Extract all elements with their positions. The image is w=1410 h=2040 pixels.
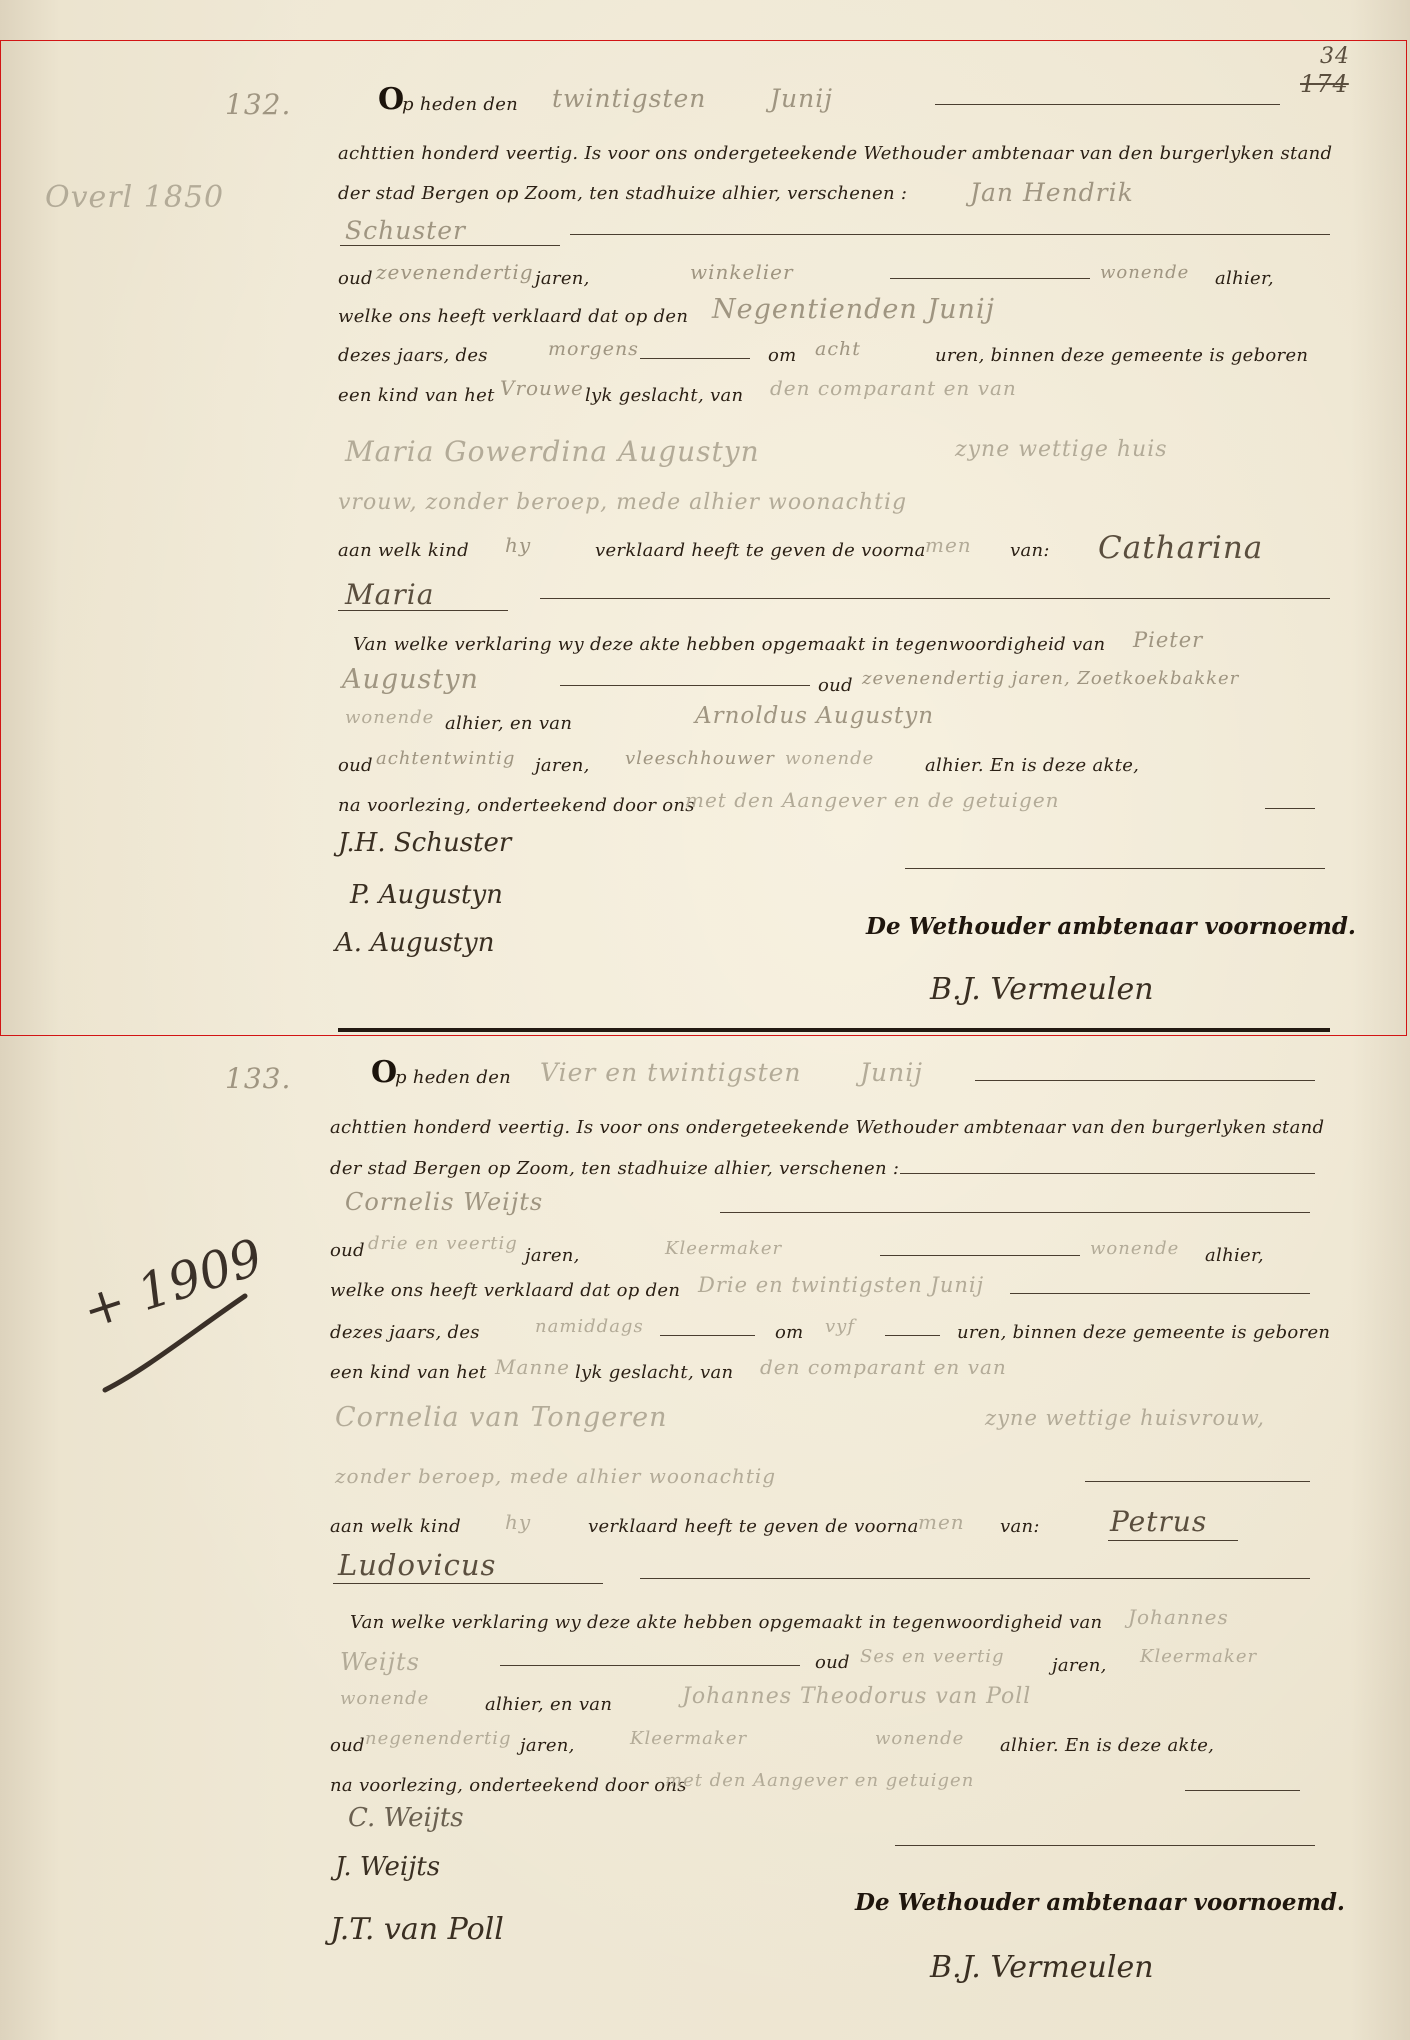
time-of-day: namiddags <box>535 1316 644 1337</box>
fill-line <box>660 1335 755 1336</box>
declarant-wonende: wonende <box>1090 1238 1180 1259</box>
witness2-wonende: wonende <box>875 1728 965 1749</box>
label-welke: welke ons heeft verklaard dat op den <box>330 1280 681 1301</box>
signature-witness-1: P. Augustyn <box>350 880 503 910</box>
witness1-first: Johannes <box>1128 1605 1229 1629</box>
witness1-occupation: Kleermaker <box>1140 1646 1258 1667</box>
label-dezes: dezes jaars, des <box>330 1322 480 1343</box>
mother-suffix: zyne wettige huis <box>955 437 1168 462</box>
fill-line <box>880 1255 1080 1256</box>
birth-date: Drie en twintigsten Junij <box>698 1273 985 1297</box>
declarant-last: Schuster <box>345 216 466 245</box>
parent-phrase: den comparant en van <box>760 1355 1007 1379</box>
label-jaren: jaren, <box>525 1245 580 1266</box>
closing-official: De Wethouder ambtenaar voornoemd. <box>855 1889 1345 1916</box>
witness2-occupation: Kleermaker <box>630 1728 748 1749</box>
time-of-day: morgens <box>548 338 639 360</box>
margin-note: + 1909 <box>75 1227 270 1341</box>
label-jaren: jaren, <box>520 1735 575 1756</box>
witness1-wonende: wonende <box>340 1688 430 1709</box>
margin-stroke <box>95 1290 255 1410</box>
op-heden: p heden den <box>402 94 519 115</box>
label-alhier: alhier, <box>1205 1245 1264 1266</box>
declarant-occupation: Kleermaker <box>665 1238 783 1259</box>
label-oud: oud <box>338 268 373 289</box>
label-oud: oud <box>330 1735 365 1756</box>
signature-witness-2: A. Augustyn <box>335 928 495 958</box>
label-alhier: alhier, <box>1215 268 1274 289</box>
underline <box>338 610 508 611</box>
witness1-last: Augustyn <box>342 664 479 695</box>
closing-official: De Wethouder ambtenaar voornoemd. <box>866 913 1356 940</box>
witness1-age-occupation: zevenendertig jaren, Zoetkoekbakker <box>862 668 1240 689</box>
signature-line <box>905 868 1325 869</box>
mother-line-2: zonder beroep, mede alhier woonachtig <box>335 1464 777 1488</box>
label-lyk: lyk geslacht, van <box>575 1362 734 1383</box>
voornamen-suffix: men <box>918 1510 965 1534</box>
label-kind-van: een kind van het <box>338 385 495 406</box>
label-uren: uren, binnen deze gemeente is geboren <box>957 1322 1331 1343</box>
margin-note: Overl 1850 <box>45 180 225 215</box>
fill-line <box>500 1665 800 1666</box>
label-van: van: <box>1010 540 1050 561</box>
fill-line <box>540 598 1330 599</box>
signature-declarant: C. Weijts <box>348 1803 464 1833</box>
pronoun: hy <box>505 1510 532 1534</box>
label-dezes: dezes jaars, des <box>338 345 488 366</box>
fill-line <box>1265 808 1315 809</box>
signed-with: met den Aangever en getuigen <box>665 1770 975 1791</box>
signature-witness-2: J.T. van Poll <box>330 1912 504 1947</box>
label-alhier-akte: alhier. En is deze akte, <box>925 755 1140 776</box>
mother-name: Maria Gowerdina Augustyn <box>345 435 760 468</box>
declarant-age: drie en veertig <box>368 1233 518 1254</box>
label-lyk: lyk geslacht, van <box>585 385 744 406</box>
record-divider <box>338 1028 1330 1032</box>
fill-line <box>975 1080 1315 1081</box>
label-en-van: alhier, en van <box>485 1694 613 1715</box>
label-verklaard: verklaard heeft te geven de voorna <box>588 1516 919 1537</box>
label-jaren: jaren, <box>1052 1655 1107 1676</box>
page-number: 34 <box>1320 44 1350 69</box>
signature-official: B.J. Vermeulen <box>930 972 1154 1007</box>
underline <box>1108 1540 1238 1541</box>
fill-line <box>640 358 750 359</box>
witness1-wonende: wonende <box>345 707 435 728</box>
date-month: Junij <box>770 84 833 113</box>
witness2-age: achtentwintig <box>376 748 516 769</box>
fill-line <box>1085 1481 1310 1482</box>
label-na-voorlezing: na voorlezing, onderteekend door ons <box>330 1775 687 1796</box>
declarant-name: Cornelis Weijts <box>345 1188 544 1216</box>
underline <box>340 245 560 246</box>
child-first-name: Catharina <box>1098 530 1264 566</box>
record-number: 133. <box>225 1062 292 1095</box>
form-line-3: der stad Bergen op Zoom, ten stadhuize alhier, verschenen : <box>338 183 908 204</box>
fill-line <box>720 1212 1310 1213</box>
fill-line <box>560 685 810 686</box>
witness2-occupation: vleeschhouwer <box>625 748 775 769</box>
witness2-name: Johannes Theodorus van Poll <box>682 1684 1032 1709</box>
fill-line <box>900 1173 1315 1174</box>
signature-declarant: J.H. Schuster <box>338 828 512 858</box>
initial-o: O <box>378 82 405 117</box>
pronoun: hy <box>505 533 532 557</box>
date-month: Junij <box>860 1058 923 1087</box>
declarant-occupation: winkelier <box>690 260 794 284</box>
fill-line <box>570 234 1330 235</box>
child-second-name: Maria <box>345 578 435 611</box>
witness2-name: Arnoldus Augustyn <box>695 703 935 729</box>
label-oud: oud <box>815 1652 850 1673</box>
label-kind-van: een kind van het <box>330 1362 487 1383</box>
birth-date: Negentienden Junij <box>712 294 995 325</box>
child-sex: Vrouwe <box>500 376 584 400</box>
child-second-name: Ludovicus <box>338 1548 497 1582</box>
fill-line <box>640 1578 1310 1579</box>
op-heden: p heden den <box>395 1067 512 1088</box>
form-line-2: achttien honderd veertig. Is voor ons ondergeteekende Wethouder ambtenaar van den burgerlyken stand <box>330 1117 1325 1138</box>
child-sex: Manne <box>495 1355 570 1379</box>
label-jaren: jaren, <box>535 755 590 776</box>
mother-suffix: zyne wettige huisvrouw, <box>985 1406 1265 1430</box>
signature-official: B.J. Vermeulen <box>930 1950 1154 1985</box>
page-number-struck: 174 <box>1300 70 1349 98</box>
underline <box>333 1583 603 1584</box>
initial-o: O <box>371 1055 398 1090</box>
fill-line <box>885 1335 940 1336</box>
label-aan-welk: aan welk kind <box>338 540 469 561</box>
label-van-welke: Van welke verklaring wy deze akte hebben opgemaakt in tegenwoordigheid van <box>353 634 1106 655</box>
declarant-age: zevenendertig <box>376 260 534 284</box>
label-welke: welke ons heeft verklaard dat op den <box>338 306 689 327</box>
date-day: twintigsten <box>552 84 707 113</box>
fill-line <box>890 278 1090 279</box>
form-line-2: achttien honderd veertig. Is voor ons ondergeteekende Wethouder ambtenaar van den burgerlyken stand <box>338 143 1333 164</box>
label-verklaard: verklaard heeft te geven de voorna <box>595 540 926 561</box>
witness1-first: Pieter <box>1133 628 1204 652</box>
child-first-name: Petrus <box>1110 1505 1208 1538</box>
label-oud: oud <box>818 675 853 696</box>
label-om: om <box>775 1322 804 1343</box>
witness1-last: Weijts <box>340 1648 420 1676</box>
label-oud: oud <box>330 1240 365 1261</box>
fill-line <box>1010 1293 1310 1294</box>
witness2-wonende: wonende <box>785 748 875 769</box>
parent-phrase: den comparant en van <box>770 376 1017 400</box>
form-line-3: der stad Bergen op Zoom, ten stadhuize alhier, verschenen : <box>330 1158 900 1179</box>
label-jaren: jaren, <box>535 268 590 289</box>
label-van-welke: Van welke verklaring wy deze akte hebben opgemaakt in tegenwoordigheid van <box>350 1612 1103 1633</box>
birth-hour: vyf <box>825 1316 855 1337</box>
label-om: om <box>768 345 797 366</box>
fill-line <box>935 104 1280 105</box>
fill-line <box>1185 1790 1300 1791</box>
label-oud: oud <box>338 755 373 776</box>
label-van: van: <box>1000 1516 1040 1537</box>
signed-with: met den Aangever en de getuigen <box>685 788 1060 812</box>
declarant-wonende: wonende <box>1100 262 1190 283</box>
label-en-van: alhier, en van <box>445 713 573 734</box>
label-uren: uren, binnen deze gemeente is geboren <box>935 345 1309 366</box>
date-day: Vier en twintigsten <box>540 1058 802 1087</box>
declarant-first: Jan Hendrik <box>970 178 1134 207</box>
label-alhier-akte: alhier. En is deze akte, <box>1000 1735 1215 1756</box>
mother-line-2: vrouw, zonder beroep, mede alhier woonachtig <box>338 490 908 515</box>
record-number: 132. <box>225 88 292 121</box>
witness2-age: negenendertig <box>365 1728 512 1749</box>
signature-line <box>895 1845 1315 1846</box>
label-aan-welk: aan welk kind <box>330 1516 461 1537</box>
mother-name: Cornelia van Tongeren <box>335 1402 668 1433</box>
birth-hour: acht <box>815 338 861 360</box>
witness1-age: Ses en veertig <box>860 1646 1005 1667</box>
label-na-voorlezing: na voorlezing, onderteekend door ons <box>338 795 695 816</box>
signature-witness-1: J. Weijts <box>335 1852 441 1882</box>
voornamen-suffix: men <box>925 533 972 557</box>
